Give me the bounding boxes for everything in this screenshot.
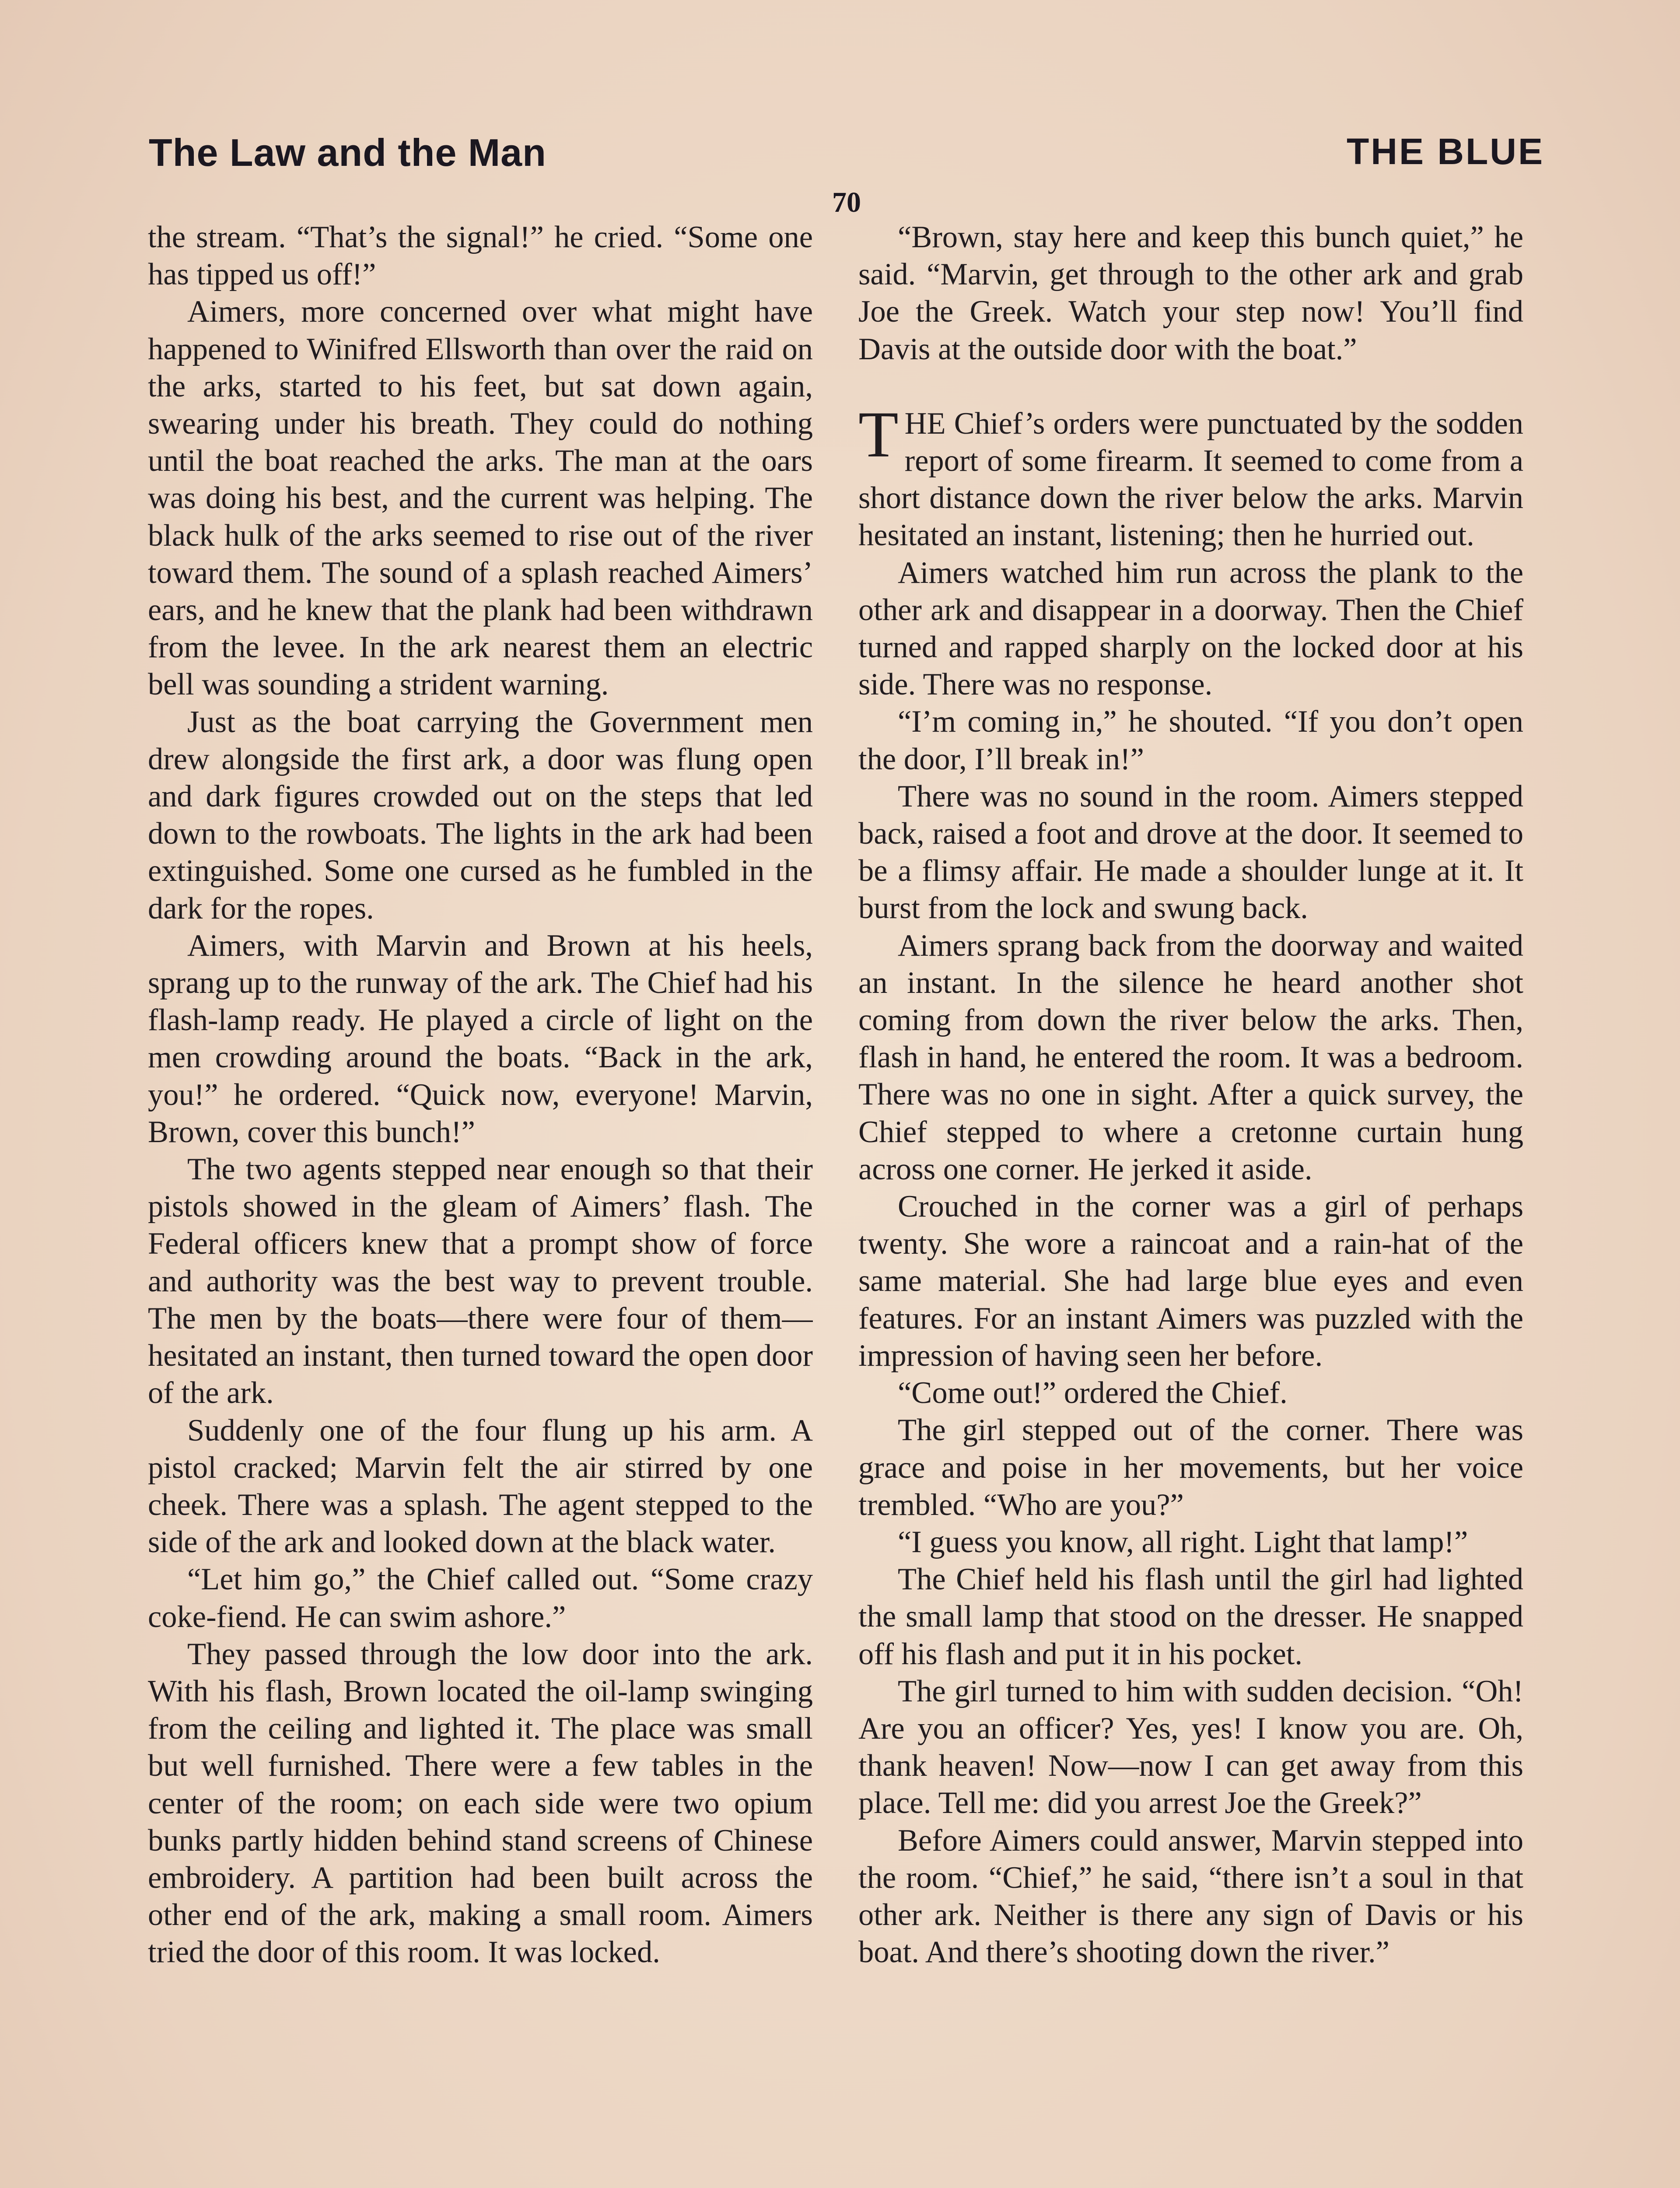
paragraph-text: There was no sound in the room. Aimers stepped back, raised a foot and drove at the door. It seemed to be a flimsy affair. He made a shoulder lunge at it. It burst from the lock and swung back.	[858, 779, 1523, 926]
paragraph	[148, 927, 813, 1151]
paragraph-text: “I’m coming in,” he shouted. “If you don’t open the door, I’ll break in!”	[858, 705, 1523, 776]
paragraph	[858, 554, 1523, 704]
paragraph-text: the stream. “That’s the signal!” he cried. “Some one has tipped us off!”	[148, 220, 813, 292]
paragraph-text: “Come out!” ordered the Chief.	[898, 1376, 1288, 1410]
paragraph-text: “Let him go,” the Chief called out. “Some crazy coke-fiend. He can swim ashore.”	[148, 1562, 813, 1634]
running-head-magazine: THE BLUE	[1347, 131, 1544, 172]
paragraph-text: Aimers, with Marvin and Brown at his heels, sprang up to the runway of the ark. The Chief had his flash-lamp ready. He played a circle of light on the men crowding around the boats. “Back in the ark, you!” he ordered. “Quick now, everyone! Marvin, Brown, cover this bunch!”	[148, 928, 813, 1149]
paragraph	[858, 1188, 1523, 1375]
running-head-story-title: The Law and the Man	[149, 131, 546, 174]
paragraph	[148, 704, 813, 927]
paragraph	[858, 398, 1523, 554]
page-number: 70	[832, 186, 861, 218]
paragraph-text: “I guess you know, all right. Light that lamp!”	[898, 1525, 1468, 1559]
paragraph	[858, 1822, 1523, 1971]
drop-cap: T	[858, 398, 899, 471]
paragraph-text: Aimers, more concerned over what might have happened to Winifred Ellsworth than over the raid on the arks, started to his feet, but sat down again, swearing under his breath. They could do nothing until the boat reached the arks. The man at the oars was doing his best, and the current was helping. The black hulk of the arks seemed to rise out of the river toward them. The sound of a splash reached Aimers’ ears, and he knew that the plank had been withdrawn from the levee. In the ark nearest them an electric bell was sounding a strident warning.	[148, 295, 813, 702]
paragraph	[148, 1151, 813, 1412]
paragraph	[148, 219, 813, 293]
paragraph	[858, 1375, 1523, 1412]
paragraph	[858, 703, 1523, 778]
paragraph	[858, 1673, 1523, 1822]
paragraph	[858, 778, 1523, 927]
text-column-left	[148, 219, 813, 2188]
paragraph-text: Aimers watched him run across the plank to the other ark and disappear in a doorway. Then the Chief turned and rapped sharply on the locked door at his side. There was no response.	[858, 555, 1523, 702]
paragraph	[148, 1561, 813, 1635]
paragraph-text: HE Chief’s orders were punctuated by the sodden report of some firearm. It seemed to come from a short distance down the river below the arks. Marvin hesitated an instant, listening; then he hurried out.	[858, 406, 1523, 553]
paragraph-text: Just as the boat carrying the Government men drew alongside the first ark, a door was flung open and dark figures crowded out on the steps that led down to the rowboats. The lights in the ark had been extinguished. Some one cursed as he fumbled in the dark for the ropes.	[148, 705, 813, 926]
paragraph	[858, 1412, 1523, 1524]
text-column-right	[858, 219, 1523, 2188]
paragraph	[148, 1636, 813, 1971]
paragraph-text: Before Aimers could answer, Marvin stepped into the room. “Chief,” he said, “there isn’t a soul in that other ark. Neither is there any sign of Davis or his boat. And there’s shooting down the river.”	[858, 1823, 1523, 1970]
paragraph-text: Crouched in the corner was a girl of perhaps twenty. She wore a raincoat and a rain-hat of the same material. She had large blue eyes and even features. For an instant Aimers was puzzled with the impression of having seen her before.	[858, 1189, 1523, 1373]
paragraph-text: The Chief held his flash until the girl had lighted the small lamp that stood on the dresser. He snapped off his flash and put it in his pocket.	[858, 1562, 1523, 1671]
paragraph-text: They passed through the low door into the ark. With his flash, Brown located the oil-lamp swinging from the ceiling and lighted it. The place was small but well furnished. There were a few tables in the center of the room; on each side were two opium bunks partly hidden behind stand screens of Chinese embroidery. A partition had been built across the other end of the ark, making a small room. Aimers tried the door of this room. It was locked.	[148, 1637, 813, 1970]
paragraph	[858, 1561, 1523, 1673]
paragraph	[858, 219, 1523, 368]
paragraph	[148, 1412, 813, 1561]
paragraph-text: The two agents stepped near enough so that their pistols showed in the gleam of Aimers’ flash. The Federal officers knew that a prompt show of force and authority was the best way to prevent trouble. The men by the boats—there were four of them—hesitated an instant, then turned toward the open door of the ark.	[148, 1152, 813, 1410]
paragraph-text: The girl turned to him with sudden decision. “Oh! Are you an officer? Yes, yes! I know you are. Oh, thank heaven! Now—now I can get away from this place. Tell me: did you arrest Joe the Greek?”	[858, 1674, 1523, 1820]
paragraph	[858, 927, 1523, 1188]
paragraph-text: Suddenly one of the four flung up his arm. A pistol cracked; Marvin felt the air stirred by one cheek. There was a splash. The agent stepped to the side of the ark and looked down at the black water.	[148, 1413, 813, 1560]
paragraph	[148, 293, 813, 703]
paragraph-text: Aimers sprang back from the doorway and waited an instant. In the silence he heard another shot coming from down the river below the arks. Then, flash in hand, he entered the room. It was a bedroom. There was no one in sight. After a quick survey, the Chief stepped to where a cretonne curtain hung across one corner. He jerked it aside.	[858, 928, 1523, 1186]
paragraph	[858, 1524, 1523, 1561]
paragraph-text: The girl stepped out of the corner. There was grace and poise in her movements, but her voice trembled. “Who are you?”	[858, 1413, 1523, 1522]
paragraph-text: “Brown, stay here and keep this bunch quiet,” he said. “Marvin, get through to the other ark and grab Joe the Greek. Watch your step now! You’ll find Davis at the outside door with the boat.”	[858, 220, 1523, 366]
